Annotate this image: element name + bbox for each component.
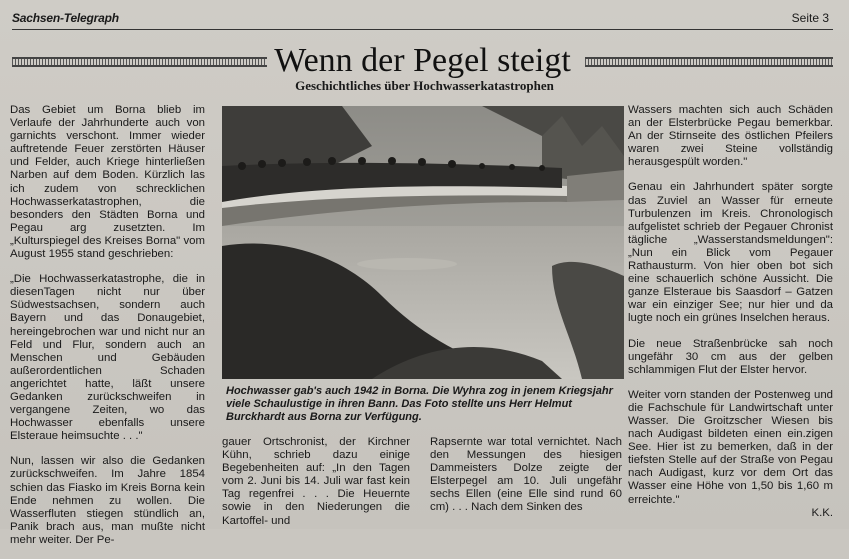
flood-photo-image bbox=[222, 106, 624, 379]
photo-caption: Hochwasser gab's auch 1942 in Borna. Die Wyhra zog in jenem Kriegsjahr viele Schaulustige in ihren Bann. Das Foto stellte uns Herr Helmut Burckhardt aus Borna zur Verfügung. bbox=[226, 385, 613, 423]
article-title: Wenn der Pegel steigt bbox=[274, 42, 571, 79]
header-rule bbox=[12, 29, 833, 30]
column-3-bottom bbox=[430, 436, 622, 527]
paragraph: „Die Hochwasserkatastrophe, die in diesenTagen nicht nur über Südwestsachsen, sondern auch Bayern und das Donaugebiet, hereingebrochen war und nicht nur an Feld und Flur, sondern auch an Menschen und Gebäuden außerordentlichen Schaden angerichtet hatte, läßt unsere Gedanken zurückschweifen in vergangene Zeiten, wo das Hochwasser ebenfalls unsere Elsteraue heimsuchte . . ." bbox=[10, 273, 205, 443]
headline-row bbox=[12, 42, 833, 82]
paragraph: Genau ein Jahrhundert später sorgte das Zuviel an Wasser für erneute Turbulenzen im Kreis. Chronologisch aufgelistet schrieb der Pegauer Chronist tägliche „Wasserstandsmeldungen": „Nun ein Blick vom Pegauer Rathausturm. Von hier oben bot sich eine schauerlich schöne Aussicht. Die ganze Elsteraue bis Saasdorf – Gatzen war ein einziger See; nur hier und da lugte noch ein grünes Inselchen heraus. bbox=[628, 181, 833, 325]
article-subtitle: Geschichtliches über Hochwasserkatastrophen bbox=[295, 78, 554, 93]
paragraph: gauer Ortschronist, der Kirchner Kühn, schrieb dazu einige Begebenheiten auf: „In den Tagen vom 2. Juni bis 14. Juli war fast kein Tag regenfrei . . . Die Heuernte sowie in den Niederungen die Kartoffel- und bbox=[222, 436, 410, 527]
paragraph: Die neue Straßenbrücke sah noch ungefähr 30 cm aus der gelben schlammigen Flut der Elster hervor. bbox=[628, 337, 833, 376]
paragraph: Das Gebiet um Borna blieb im Verlaufe der Jahrhunderte auch von garnichts verschont. Immer wieder auftretende Feuer zerstörten Häuser und Felder, auch Kriege hinterließen Narben auf dem Boden. Kürzlich las ich zudem von schrecklichen Hochwasserkatastrophen, die besonders den Städten Borna und Pegau arg zusetzten. Im „Kulturspiegel des Kreises Borna" vom August 1955 stand geschrieben: bbox=[10, 104, 205, 261]
column-4 bbox=[628, 104, 833, 520]
paragraph: Nun, lassen wir also die Gedanken zurückschweifen. Im Jahre 1854 schien das Fiasko im Kreis Borna kein Ende nehmen zu wollen. Die Wasserfluten stiegen stündlich an, Panik brach aus, man mußte nicht mehr weiter. Der Pe- bbox=[10, 455, 205, 546]
column-1 bbox=[10, 104, 205, 559]
paragraph: Wassers machten sich auch Schäden an der Elsterbrücke Pegau bemerkbar. An der Stirnseite des östlichen Pfeilers waren zwei Steine vollständig herausgespült worden." bbox=[628, 104, 833, 169]
author-initials: K.K. bbox=[811, 506, 833, 519]
flood-photo bbox=[222, 106, 624, 379]
paragraph: Rapsernte war total vernichtet. Nach den Messungen des hiesigen Dammeisters Dolze zeigte der Elsterpegel am 10. Juli ungefähr sechs Ellen (eine Elle sind rund 60 cm) . . . Nach dem Sinken des bbox=[430, 436, 622, 514]
column-2-bottom bbox=[222, 436, 410, 540]
paper-name: Sachsen-Telegraph bbox=[12, 11, 119, 25]
paragraph: Weiter vorn standen der Postenweg und die Fachschule für Landwirtschaft unter Wasser. Die Groitzscher Wiesen bis nach Audigast bildeten einen ein.zigen See. Hier ist zu bemerken, daß in der tiefsten Stelle auf der Straße von Pegau nach Audigast, kurz vor dem Ort das Wasser eine Höhe von 1,50 bis 1,60 m erreichte." bbox=[628, 388, 833, 506]
page-number: Seite 3 bbox=[791, 11, 829, 25]
